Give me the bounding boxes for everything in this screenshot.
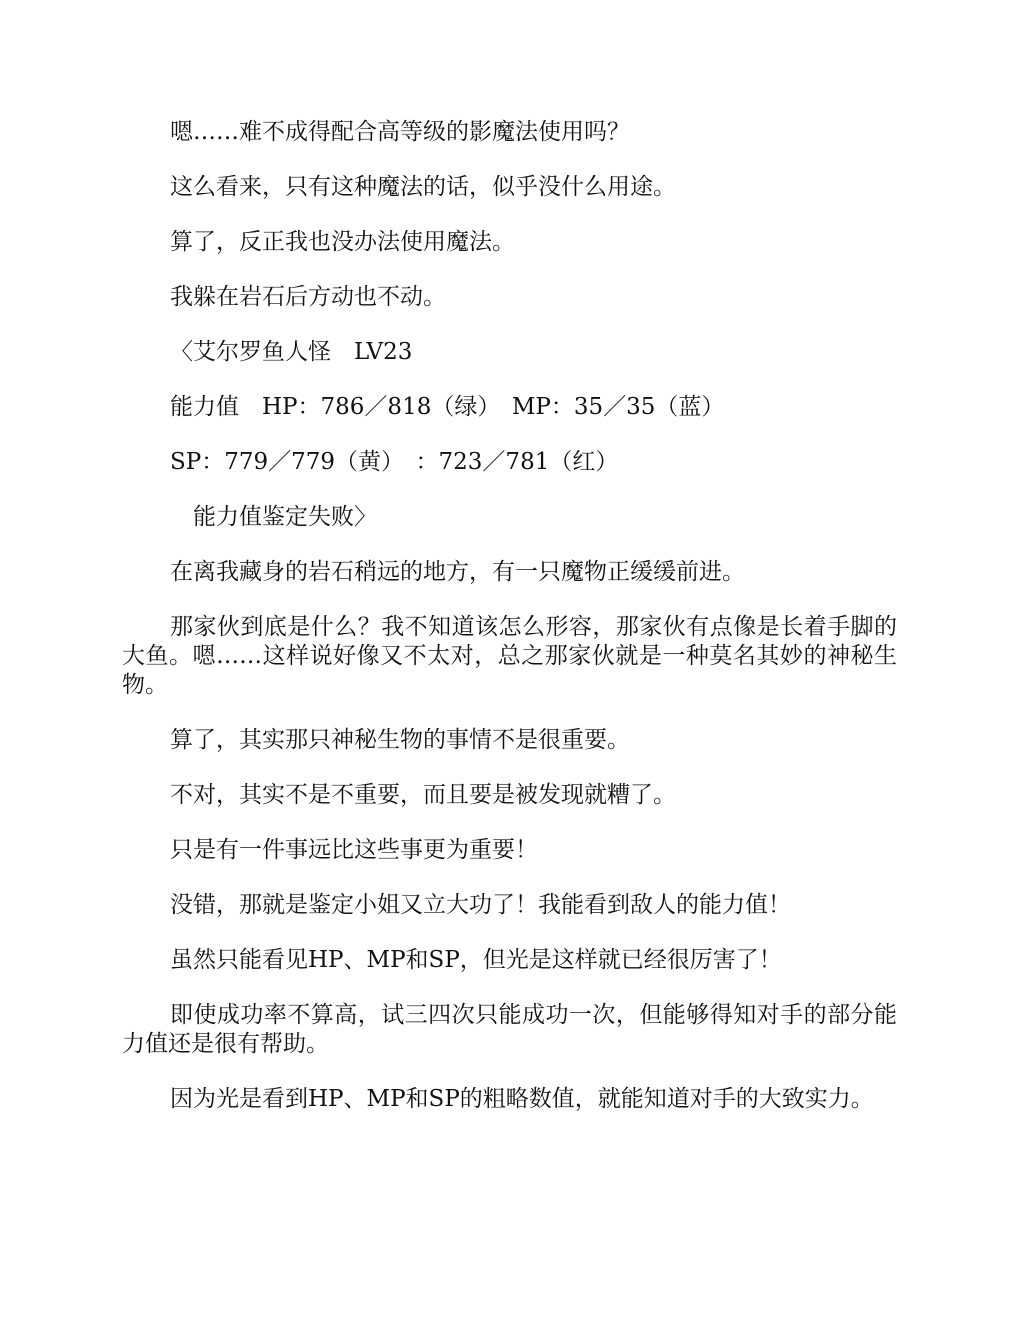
paragraph: 嗯……难不成得配合高等级的影魔法使用吗？ <box>170 119 630 145</box>
paragraph: 没错，那就是鉴定小姐又立大功了！我能看到敌人的能力值！ <box>170 892 791 918</box>
paragraph: 算了，其实那只神秘生物的事情不是很重要。 <box>170 727 630 753</box>
status-block-line: 能力值 HP：786／818（绿） MP：35／35（蓝） <box>170 394 725 420</box>
paragraph: 不对，其实不是不重要，而且要是被发现就糟了。 <box>170 782 676 808</box>
paragraph: 在离我藏身的岩石稍远的地方，有一只魔物正缓缓前进。 <box>170 559 745 585</box>
paragraph: 因为光是看到HP、MP和SP的粗略数值，就能知道对手的大致实力。 <box>170 1086 874 1112</box>
status-block-line: 〈艾尔罗鱼人怪 LV23 <box>170 339 413 365</box>
paragraph: 我躲在岩石后方动也不动。 <box>170 284 446 310</box>
status-block-line: SP：779／779（黄） ：723／781（红） <box>170 449 619 475</box>
document-page <box>122 118 897 1114</box>
paragraph: 算了，反正我也没办法使用魔法。 <box>170 229 515 255</box>
paragraph: 虽然只能看见HP、MP和SP，但光是这样就已经很厉害了！ <box>170 947 782 973</box>
paragraph: 这么看来，只有这种魔法的话，似乎没什么用途。 <box>170 174 676 200</box>
status-block-line: 能力值鉴定失败〉 <box>170 504 377 530</box>
paragraph: 即使成功率不算高，试三四次只能成功一次，但能够得知对手的部分能力值还是很有帮助。 <box>122 1002 897 1057</box>
paragraph: 那家伙到底是什么？我不知道该怎么形容，那家伙有点像是长着手脚的大鱼。嗯……这样说好像又不太对，总之那家伙就是一种莫名其妙的神秘生物。 <box>122 614 897 698</box>
paragraph: 只是有一件事远比这些事更为重要！ <box>170 837 538 863</box>
